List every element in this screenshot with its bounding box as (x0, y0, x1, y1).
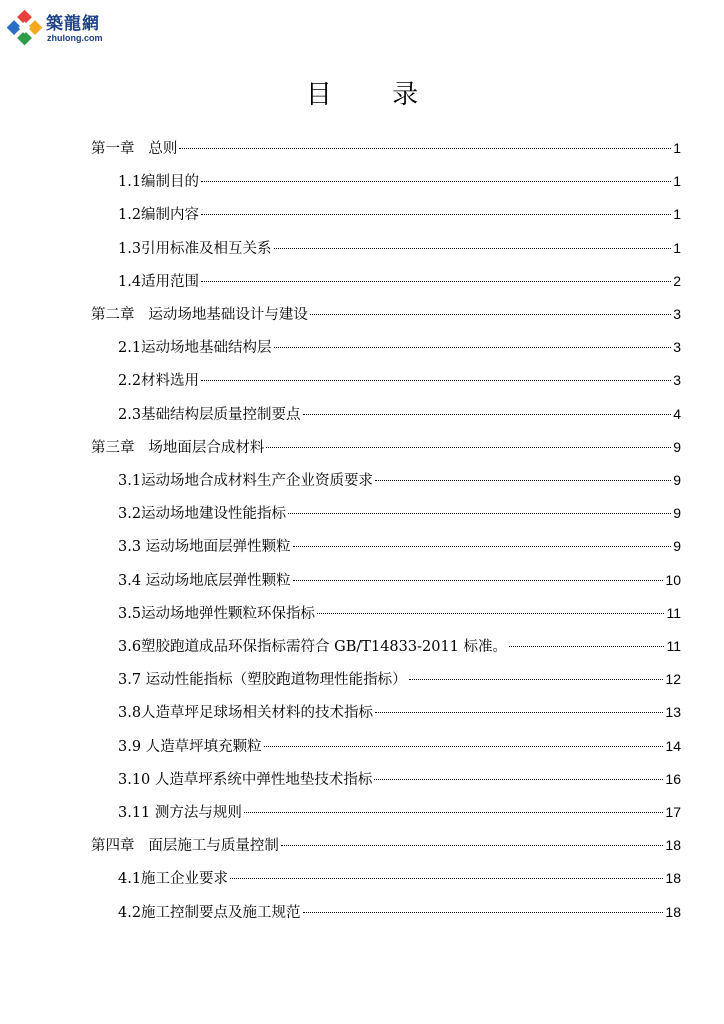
toc-page-number: 9 (673, 538, 681, 555)
toc-entry-label: 2.3基础结构层质量控制要点 (118, 406, 301, 423)
toc-section-entry[interactable] (118, 369, 681, 391)
toc-entry-label: 3.6塑胶跑道成品环保指标需符合 GB/T14833-2011 标准。 (118, 639, 507, 655)
toc-page-number: 16 (665, 770, 681, 787)
toc-page-number: 10 (665, 571, 681, 588)
toc-dot-leader (303, 414, 672, 415)
toc-page-number: 1 (673, 140, 681, 156)
toc-section-entry[interactable] (118, 403, 681, 425)
toc-entry-label: 3.11 测方法与规则 (118, 805, 242, 821)
toc-section-entry[interactable] (118, 469, 681, 491)
toc-dot-leader (201, 181, 671, 182)
toc-entry-label: 4.1施工企业要求 (118, 871, 229, 888)
logo-url-text: zhulong.com (47, 33, 103, 43)
toc-section-entry[interactable] (118, 901, 681, 923)
toc-dot-leader (201, 380, 671, 381)
toc-page-number: 14 (665, 737, 681, 754)
toc-page-number: 1 (673, 206, 681, 223)
toc-entry-label: 3.3 运动场地面层弹性颗粒 (118, 539, 291, 556)
toc-section-entry[interactable] (118, 336, 681, 358)
toc-dot-leader (274, 248, 672, 249)
toc-dot-leader (375, 480, 671, 481)
toc-page-number: 13 (665, 704, 681, 721)
toc-entry-label: 第四章 面层施工与质量控制 (91, 838, 279, 855)
toc-dot-leader (317, 613, 664, 614)
toc-page-number: 3 (673, 306, 681, 322)
toc-dot-leader (201, 281, 671, 282)
toc-dot-leader (201, 214, 671, 215)
toc-dot-leader (274, 347, 672, 348)
toc-dot-leader (409, 679, 664, 680)
toc-entry-label: 第三章 场地面层合成材料 (91, 439, 265, 456)
toc-entry-label: 1.2编制内容 (118, 207, 200, 224)
toc-section-entry[interactable] (118, 270, 681, 292)
toc-dot-leader (244, 812, 664, 813)
toc-entry-label: 2.2材料选用 (118, 373, 200, 390)
toc-entry-label: 3.1运动场地合成材料生产企业资质要求 (118, 473, 374, 489)
toc-page-number: 1 (673, 239, 681, 256)
toc-chapter-entry[interactable] (91, 436, 681, 458)
toc-section-entry[interactable] (118, 867, 681, 889)
toc-dot-leader (375, 712, 663, 713)
toc-page-number: 9 (673, 505, 681, 522)
toc-entry-label: 3.2运动场地建设性能指标 (118, 506, 287, 523)
toc-entry-label: 3.10 人造草坪系统中弹性地垫技术指标 (118, 771, 373, 788)
toc-entry-label: 3.8人造草坪足球场相关材料的技术指标 (118, 705, 374, 722)
toc-dot-leader (310, 314, 671, 315)
toc-section-entry[interactable] (118, 801, 681, 823)
toc-section-entry[interactable] (118, 768, 681, 790)
toc-section-entry[interactable] (118, 203, 681, 225)
toc-dot-leader (179, 148, 671, 149)
toc-entry-label: 1.1编制目的 (118, 174, 200, 191)
toc-section-entry[interactable] (118, 170, 681, 192)
toc-section-entry[interactable] (118, 602, 681, 624)
toc-section-entry[interactable] (118, 535, 681, 557)
toc-section-entry[interactable] (118, 668, 681, 690)
toc-chapter-entry[interactable] (91, 303, 681, 325)
toc-page-number: 1 (673, 173, 681, 190)
toc-entry-label: 4.2施工控制要点及施工规范 (118, 904, 301, 921)
toc-page-number: 12 (665, 671, 681, 688)
logo-diamond-icon (6, 10, 44, 48)
toc-dot-leader (293, 546, 672, 547)
toc-entry-label: 3.7 运动性能指标（塑胶跑道物理性能指标） (118, 672, 407, 689)
toc-section-entry[interactable] (118, 701, 681, 723)
toc-dot-leader (509, 646, 664, 647)
toc-page-number: 3 (673, 372, 681, 389)
toc-dot-leader (374, 779, 663, 780)
toc-page-number: 18 (665, 870, 681, 887)
toc-entry-label: 第一章 总则 (91, 141, 178, 157)
toc-page-number: 11 (666, 604, 681, 621)
toc-section-entry[interactable] (118, 237, 681, 259)
toc-dot-leader (266, 447, 671, 448)
toc-dot-leader (230, 878, 663, 879)
toc-section-entry[interactable] (118, 635, 681, 657)
toc-page-number: 9 (673, 472, 681, 488)
toc-dot-leader (281, 845, 664, 846)
toc-section-entry[interactable] (118, 569, 681, 591)
toc-page-number: 2 (673, 272, 681, 289)
page-title: 目 录 (305, 80, 445, 110)
toc-entry-label: 3.9 人造草坪填充颗粒 (118, 738, 262, 755)
toc-dot-leader (264, 746, 664, 747)
toc-entry-label: 3.5运动场地弹性颗粒环保指标 (118, 605, 316, 622)
toc-page-number: 17 (665, 804, 681, 820)
toc-entry-label: 1.4适用范围 (118, 273, 200, 290)
toc-page-number: 18 (665, 903, 681, 920)
toc-page-number: 4 (673, 405, 681, 422)
toc-page-number: 18 (665, 837, 681, 854)
site-logo (6, 8, 116, 50)
toc-chapter-entry[interactable] (91, 834, 681, 856)
toc-entry-label: 3.4 运动场地底层弹性颗粒 (118, 572, 291, 589)
toc-section-entry[interactable] (118, 735, 681, 757)
logo-chinese-text: 築龍網 (46, 14, 100, 34)
toc-dot-leader (303, 912, 664, 913)
toc-dot-leader (288, 513, 671, 514)
toc-entry-label: 1.3引用标准及相互关系 (118, 240, 272, 257)
toc-section-entry[interactable] (118, 502, 681, 524)
toc-page-number: 11 (666, 638, 681, 654)
toc-entry-label: 2.1运动场地基础结构层 (118, 340, 272, 357)
toc-page-number: 9 (673, 438, 681, 455)
toc-dot-leader (293, 580, 664, 581)
toc-page-number: 3 (673, 339, 681, 356)
toc-chapter-entry[interactable] (91, 137, 681, 159)
toc-entry-label: 第二章 运动场地基础设计与建设 (91, 307, 308, 323)
